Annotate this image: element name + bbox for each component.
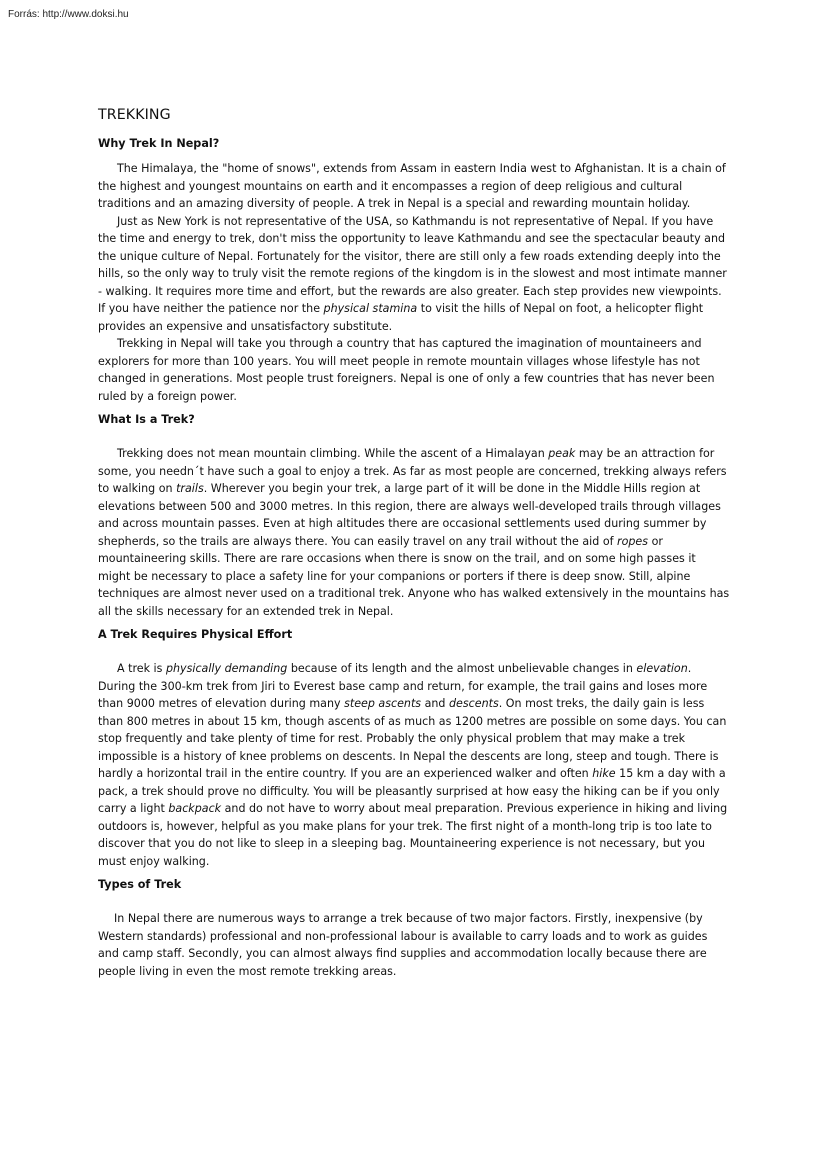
paragraph: In Nepal there are numerous ways to arrange a trek because of two major factors. Firstly, inexpensive (by Western standards) professional and non-professional labour is available to carry loads and to work as guides and camp staff. Secondly, you can almost always find supplies and accommodation locally because there are people living in even the most remote trekking areas. [98,912,708,978]
emphasis: peak [548,447,576,460]
emphasis: elevation [636,662,688,675]
emphasis: trails [176,482,204,495]
section-heading: What Is a Trek? [98,413,195,426]
paragraph: Just as New York is not representative of the USA, so Kathmandu is not representative of Nepal. If you have the time and energy to trek, don't miss the opportunity to leave Kathmandu and see the spectacular beauty and the unique culture of Nepal. Fortunately for the visitor, there are still only a few roads extending deeply into the hills, so the only way to truly visit the remote regions of the kingdom is in the slowest and most intimate manner - walking. It requires more time and effort, but the rewards are also greater. Each step provides new viewpoints. If you have neither the patience nor the physical stamina to visit the hills of Nepal on foot, a helicopter flight provides an expensive and unsatisfactory substitute. [98,214,727,333]
section-heading: Why Trek In Nepal? [98,137,220,150]
paragraph: A trek is physically demanding because of its length and the almost unbelievable changes in elevation. During the 300-km trek from Jiri to Everest base camp and return, for example, the trail gains and loses more than 9000 metres of elevation during many steep ascents and descents. On most treks, the daily gain is less than 800 metres in about 15 km, though ascents of as much as 1200 metres are possible on some days. You can stop frequently and take plenty of time for rest. Probably the only physical problem that may make a trek impossible is a history of knee problems on descents. In Nepal the descents are long, steep and tough. There is hardly a horizontal trail in the entire country. If you are an experienced walker and often hike 15 km a day with a pack, a trek should prove no difficulty. You will be pleasantly surprised at how easy the hiking can be if you only carry a light backpack and do not have to worry about meal preparation. Previous experience in hiking and living outdoors is, however, helpful as you make plans for your trek. The first night of a month-long trip is too late to discover that you do not like to sleep in a sleeping bag. Mountaineering experience is not necessary, but you must enjoy walking. [98,662,728,868]
section-why-trek [98,137,730,405]
emphasis: steep ascents [344,697,422,710]
paragraph: Trekking does not mean mountain climbing. While the ascent of a Himalayan peak may be an attraction for some, you needn´t have such a goal to enjoy a trek. As far as most people are concerned, trekking always refers to walking on trails. Wherever you begin your trek, a large part of it will be done in the Middle Hills region at elevations between 500 and 3000 metres. In this region, there are always well-developed trails through villages and across mountain passes. Even at high altitudes there are occasional settlements used during summer by shepherds, so the trails are always there. You can easily travel on any trail without the aid of ropes or mountaineering skills. There are rare occasions when there is snow on the trail, and on some high passes it might be necessary to place a safety line for your companions or porters if there is deep snow. Still, alpine techniques are almost never used on a traditional trek. Anyone who has walked extensively in the mountains has all the skills necessary for an extended trek in Nepal. [98,447,730,618]
section-types-of-trek [98,878,730,980]
emphasis: ropes [617,534,649,548]
source-line: Forrás: http://www.doksi.hu [8,9,129,20]
document-body [98,107,730,988]
emphasis: descents [449,697,499,710]
section-heading: A Trek Requires Physical Effort [98,628,293,641]
section-physical-effort [98,628,730,870]
section-heading: Types of Trek [98,878,182,891]
section-what-is-trek [98,413,730,620]
paragraph: The Himalaya, the "home of snows", extends from Assam in eastern India west to Afghanistan. It is a chain of the highest and youngest mountains on earth and it encompasses a region of deep religious and cultural traditions and an amazing diversity of people. A trek in Nepal is a special and rewarding mountain holiday. [98,162,726,210]
emphasis: physical stamina [323,302,418,315]
page-title: TREKKING [98,107,171,123]
emphasis: physically demanding [165,662,288,675]
paragraph: Trekking in Nepal will take you through a country that has captured the imagination of mountaineers and explorers for more than 100 years. You will meet people in remote mountain villages whose lifestyle has not changed in generations. Most people trust foreigners. Nepal is one of only a few countries that has never been ruled by a foreign power. [98,337,715,403]
emphasis: hike [592,767,616,780]
emphasis: backpack [168,802,222,815]
